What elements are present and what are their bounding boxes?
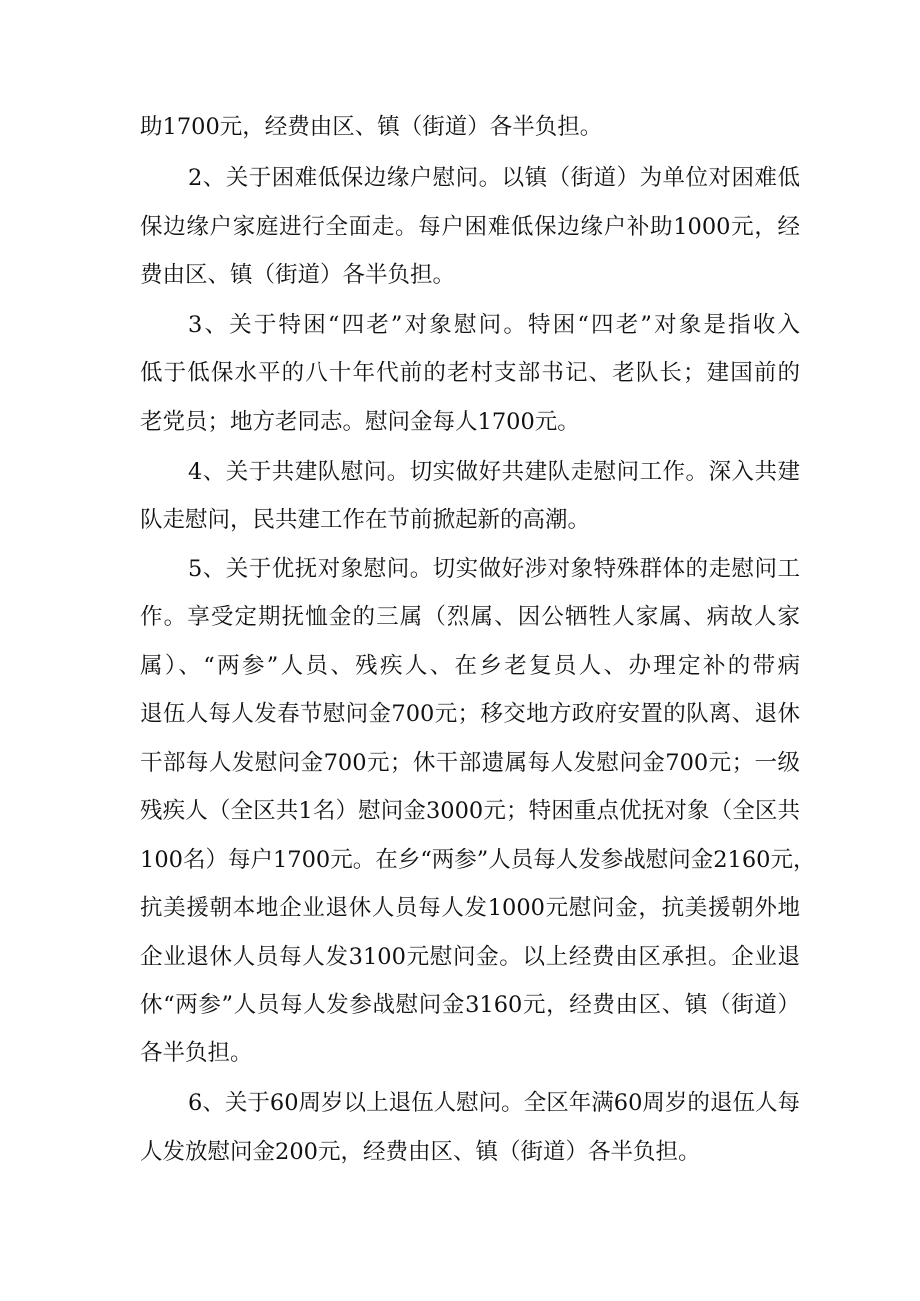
text-line: 助1700元，经费由区、镇（街道）各半负担。 xyxy=(140,114,603,140)
text-line: 残疾人（全区共1名）慰问金3000元；特困重点优抚对象（全区共 xyxy=(140,798,800,824)
text-line: 抗美援朝本地企业退休人员每人发1000元慰问金，抗美援朝外地 xyxy=(140,895,800,921)
paragraph-6-line: 6、关于60周岁以上退伍人慰问。全区年满60周岁的退伍人每 xyxy=(188,1090,800,1116)
text-line: 低于低保水平的八十年代前的老村支部书记、老队长；建国前的 xyxy=(140,360,800,386)
text-line: 企业退休人员每人发3100元慰问金。以上经费由区承担。企业退 xyxy=(140,944,800,970)
text-line: 老党员；地方老同志。慰问金每人1700元。 xyxy=(140,409,580,435)
text-line: 属）、“两参”人员、残疾人、在乡老复员人、办理定补的带病 xyxy=(140,653,800,679)
paragraph-4-line: 4、关于共建队慰问。切实做好共建队走慰问工作。深入共建 xyxy=(188,459,800,485)
text-line: 干部每人发慰问金700元；休干部遗属每人发慰问金700元；一级 xyxy=(140,750,800,776)
paragraph-3-line: 3、关于特困“四老”对象慰问。特困“四老”对象是指收入 xyxy=(188,312,800,338)
text-line: 队走慰问，民共建工作在节前掀起新的高潮。 xyxy=(140,507,591,533)
paragraph-5-line: 5、关于优抚对象慰问。切实做好涉对象特殊群体的走慰问工 xyxy=(188,556,800,582)
paragraph-2-line: 2、关于困难低保边缘户慰问。以镇（街道）为单位对困难低 xyxy=(188,165,800,191)
text-line: 100名）每户1700元。在乡“两参”人员每人发参战慰问金2160元， xyxy=(140,847,816,873)
text-line: 各半负担。 xyxy=(140,1040,253,1066)
text-line: 人发放慰问金200元，经费由区、镇（街道）各半负担。 xyxy=(140,1139,701,1165)
text-line: 费由区、镇（街道）各半负担。 xyxy=(140,262,456,288)
text-line: 休“两参”人员每人发参战慰问金3160元，经费由区、镇（街道） xyxy=(140,992,800,1018)
text-line: 作。享受定期抚恤金的三属（烈属、因公牺牲人家属、病故人家 xyxy=(140,604,800,630)
text-line: 保边缘户家庭进行全面走。每户困难低保边缘户补助1000元，经 xyxy=(140,214,800,240)
text-line: 退伍人每人发春节慰问金700元；移交地方政府安置的队离、退休 xyxy=(140,701,800,727)
